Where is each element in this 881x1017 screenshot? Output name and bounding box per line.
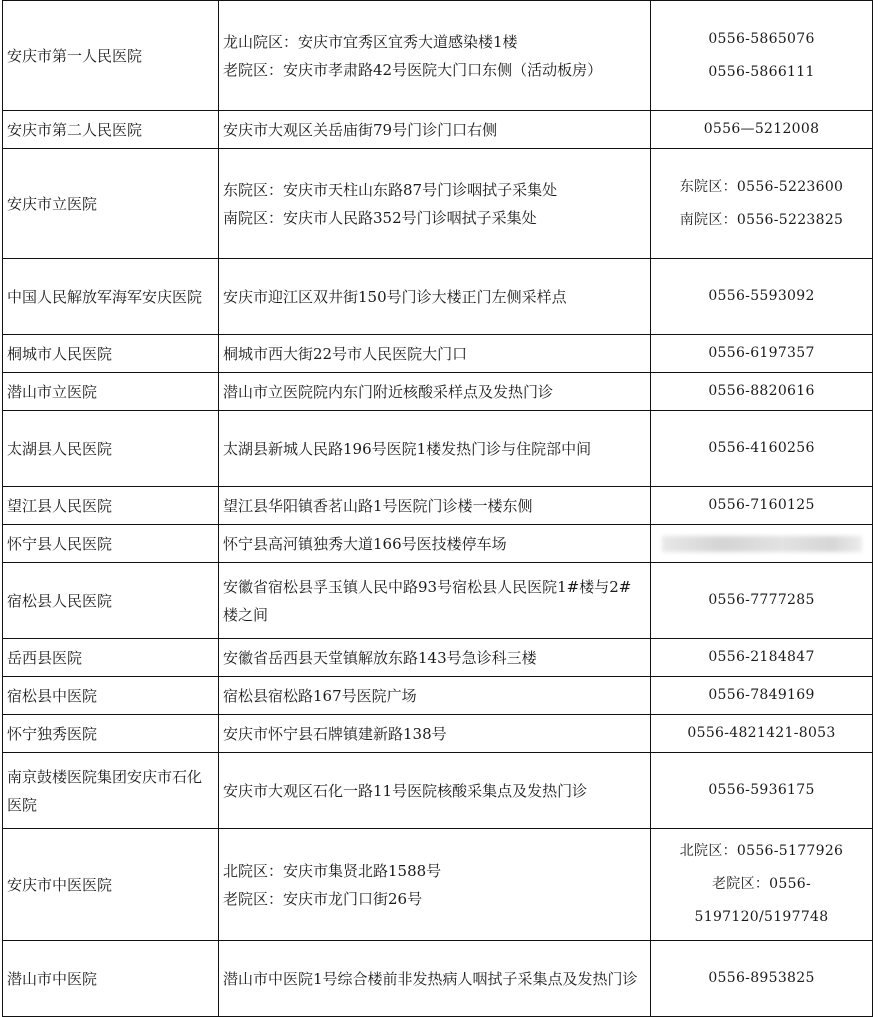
table-row: [3, 563, 873, 639]
hospital-address: 安庆市大观区石化一路11号医院核酸采集点及发热门诊: [223, 781, 588, 800]
hospital-phone-cell: [651, 715, 873, 753]
hospital-phone: 0556—5212008: [703, 121, 820, 137]
hospital-phone-cell: [651, 941, 873, 1017]
hospital-address: 安庆市大观区关岳庙街79号门诊门口右侧: [223, 120, 498, 139]
hospital-address-cell: [219, 639, 651, 677]
table-row: [3, 525, 873, 563]
hospital-name: 南京鼓楼医院集团安庆市石化医院: [3, 753, 219, 829]
hospital-phone-cell: [651, 259, 873, 335]
hospital-address: 南院区：安庆市人民路352号门诊咽拭子采集处: [223, 208, 537, 227]
hospital-address: 宿松县宿松路167号医院广场: [223, 686, 417, 705]
hospital-name: 太湖县人民医院: [3, 411, 219, 487]
hospital-address: 安徽省宿松县孚玉镇人民中路93号宿松县人民医院1#楼与2#楼之间: [223, 577, 632, 624]
hospital-phone: 0556-4821421-8053: [687, 725, 836, 741]
hospital-name: 安庆市中医医院: [3, 829, 219, 941]
hospital-address-cell: [219, 525, 651, 563]
hospital-phone: 0556-4160256: [708, 440, 815, 456]
hospital-address-cell: [219, 677, 651, 715]
hospital-phone: 0556-8820616: [708, 383, 815, 399]
hospital-address: 安庆市怀宁县石牌镇建新路138号: [223, 724, 447, 743]
hospital-address-cell: [219, 753, 651, 829]
hospital-phone: 0556-7777285: [708, 592, 815, 608]
hospital-phone-cell: [651, 487, 873, 525]
hospital-address-cell: [219, 941, 651, 1017]
hospital-phone: 0556-6197357: [708, 345, 815, 361]
hospital-address: 潜山市立医院院内东门附近核酸采样点及发热门诊: [223, 382, 554, 401]
hospital-name: 宿松县中医院: [3, 677, 219, 715]
hospital-address-cell: [219, 149, 651, 259]
redacted-phone: [662, 536, 862, 552]
hospital-phone-cell: [651, 335, 873, 373]
table-row: [3, 411, 873, 487]
table-row: [3, 335, 873, 373]
hospital-phone: 0556-8953825: [708, 970, 815, 986]
hospital-address-cell: [219, 1, 651, 111]
hospital-name: 宿松县人民医院: [3, 563, 219, 639]
hospital-address-cell: [219, 411, 651, 487]
hospital-phone-cell: [651, 563, 873, 639]
hospital-address: 安庆市迎江区双井街150号门诊大楼正门左侧采样点: [223, 287, 567, 306]
table-row: [3, 259, 873, 335]
hospital-address-cell: [219, 487, 651, 525]
table-row: [3, 829, 873, 941]
hospital-name: 桐城市人民医院: [3, 335, 219, 373]
hospital-phone: 0556-2184847: [708, 649, 815, 665]
hospital-name: 安庆市第一人民医院: [3, 1, 219, 111]
table-row: [3, 149, 873, 259]
hospital-phone: 0556-5865076: [708, 30, 815, 47]
hospital-phone: 0556-5936175: [708, 782, 815, 798]
hospital-address-cell: [219, 259, 651, 335]
hospital-name: 潜山市中医院: [3, 941, 219, 1017]
hospital-address-cell: [219, 335, 651, 373]
hospital-table: [2, 0, 873, 1017]
hospital-phone-cell: [651, 677, 873, 715]
table-row: [3, 639, 873, 677]
hospital-address: 桐城市西大街22号市人民医院大门口: [223, 344, 468, 363]
hospital-phone-cell: [651, 639, 873, 677]
hospital-phone-cell: [651, 525, 873, 563]
hospital-name: 怀宁独秀医院: [3, 715, 219, 753]
table-row: [3, 715, 873, 753]
hospital-phone-cell: [651, 373, 873, 411]
hospital-phone-cell: [651, 111, 873, 149]
hospital-address-cell: [219, 373, 651, 411]
hospital-address: 安徽省岳西县天堂镇解放东路143号急诊科三楼: [223, 648, 537, 667]
hospital-phone-cell: [651, 829, 873, 941]
hospital-address: 怀宁县高河镇独秀大道166号医技楼停车场: [223, 534, 507, 553]
hospital-phone: 老院区：0556-5197120/5197748: [694, 876, 829, 925]
hospital-address: 东院区：安庆市天柱山东路87号门诊咽拭子采集处: [223, 180, 558, 199]
hospital-phone-cell: [651, 753, 873, 829]
hospital-name: 岳西县医院: [3, 639, 219, 677]
hospital-address: 老院区：安庆市孝肃路42号医院大门口东侧（活动板房）: [223, 60, 603, 79]
hospital-phone: 0556-5866111: [708, 63, 815, 80]
hospital-name: 潜山市立医院: [3, 373, 219, 411]
hospital-phone-cell: [651, 411, 873, 487]
hospital-phone: 东院区：0556-5223600: [679, 178, 844, 195]
table-row: [3, 1, 873, 111]
table-row: [3, 941, 873, 1017]
table-row: [3, 677, 873, 715]
hospital-name: 怀宁县人民医院: [3, 525, 219, 563]
hospital-name: 望江县人民医院: [3, 487, 219, 525]
hospital-phone-cell: [651, 149, 873, 259]
table-row: [3, 111, 873, 149]
table-row: [3, 487, 873, 525]
hospital-phone: 0556-7849169: [708, 687, 815, 703]
hospital-address: 望江县华阳镇香茗山路1号医院门诊楼一楼东侧: [223, 496, 533, 515]
hospital-phone: 北院区：0556-5177926: [679, 843, 844, 859]
hospital-table-body: [3, 1, 873, 1017]
hospital-address-cell: [219, 111, 651, 149]
hospital-name: 安庆市立医院: [3, 149, 219, 259]
hospital-address: 龙山院区：安庆市宜秀区宜秀大道感染楼1楼: [223, 32, 518, 51]
hospital-phone-cell: [651, 1, 873, 111]
hospital-phone: 0556-7160125: [708, 497, 815, 513]
hospital-phone: 0556-5593092: [708, 288, 815, 304]
hospital-address: 北院区：安庆市集贤北路1588号: [223, 861, 442, 880]
hospital-address: 潜山市中医院1号综合楼前非发热病人咽拭子采集点及发热门诊: [223, 969, 638, 988]
table-row: [3, 373, 873, 411]
hospital-address: 老院区：安庆市龙门口街26号: [223, 889, 423, 908]
hospital-phone: 南院区：0556-5223825: [679, 211, 844, 228]
hospital-address: 太湖县新城人民路196号医院1楼发热门诊与住院部中间: [223, 439, 592, 458]
hospital-address-cell: [219, 563, 651, 639]
hospital-name: 中国人民解放军海军安庆医院: [3, 259, 219, 335]
table-row: [3, 753, 873, 829]
hospital-address-cell: [219, 715, 651, 753]
hospital-name: 安庆市第二人民医院: [3, 111, 219, 149]
hospital-address-cell: [219, 829, 651, 941]
